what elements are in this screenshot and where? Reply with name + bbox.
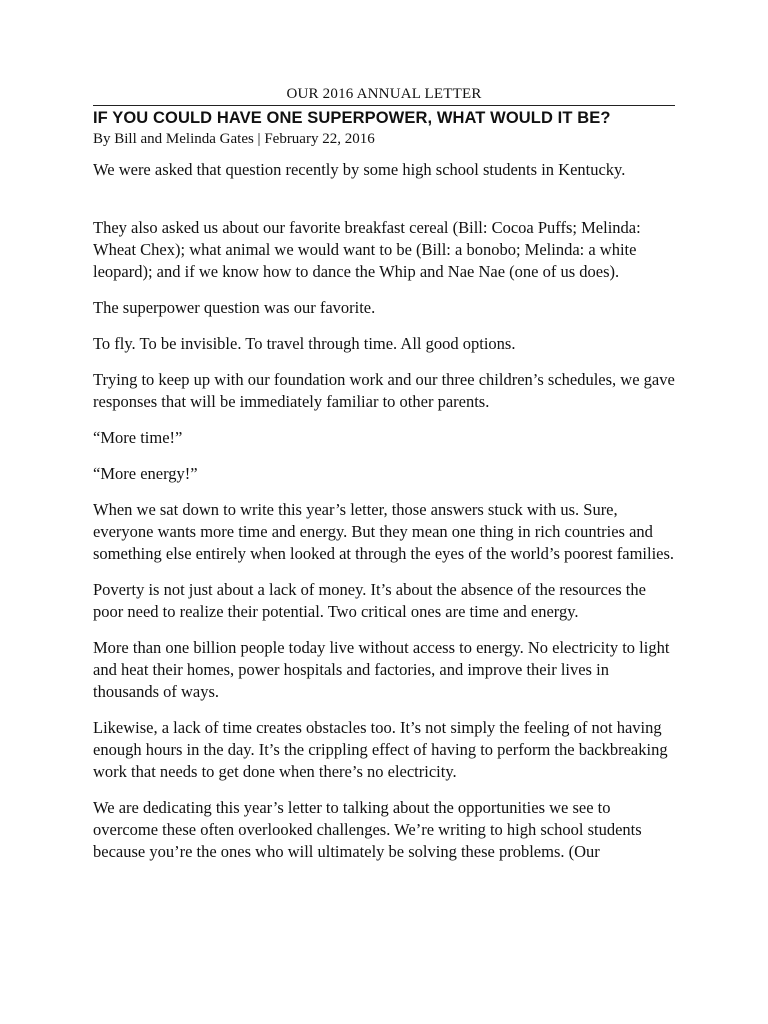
document-page bbox=[93, 84, 675, 877]
paragraph: “More energy!” bbox=[93, 464, 198, 483]
document-header: OUR 2016 ANNUAL LETTER bbox=[93, 84, 675, 106]
paragraph: To fly. To be invisible. To travel through time. All good options. bbox=[93, 334, 516, 353]
document-body bbox=[93, 159, 675, 863]
paragraph: The superpower question was our favorite. bbox=[93, 298, 376, 317]
paragraph: When we sat down to write this year’s letter, those answers stuck with us. Sure, everyone wants more time and energy. But they mean one thing in rich countries and something else entirely when looked at through the eyes of the world’s poorest families. bbox=[93, 500, 675, 563]
document-title: IF YOU COULD HAVE ONE SUPERPOWER, WHAT WOULD IT BE? bbox=[93, 109, 611, 127]
paragraph: More than one billion people today live without access to energy. No electricity to light and heat their homes, power hospitals and factories, and improve their lives in thousands of ways. bbox=[93, 638, 670, 701]
paragraph: Poverty is not just about a lack of money. It’s about the absence of the resources the poor need to realize their potential. Two critical ones are time and energy. bbox=[93, 580, 646, 621]
paragraph: “More time!” bbox=[93, 428, 183, 447]
paragraph: We are dedicating this year’s letter to talking about the opportunities we see to overcome these often overlooked challenges. We’re writing to high school students because you’re the ones who will ultimately be solving these problems. (Our bbox=[93, 798, 642, 861]
byline: By Bill and Melinda Gates | February 22, 2016 bbox=[93, 131, 375, 147]
paragraph: Trying to keep up with our foundation work and our three children’s schedules, we gave responses that will be immediately familiar to other parents. bbox=[93, 370, 675, 411]
paragraph: Likewise, a lack of time creates obstacles too. It’s not simply the feeling of not having enough hours in the day. It’s the crippling effect of having to perform the backbreaking work that needs to get done when there’s no electricity. bbox=[93, 718, 668, 781]
paragraph: They also asked us about our favorite breakfast cereal (Bill: Cocoa Puffs; Melinda: Wheat Chex); what animal we would want to be (Bill: a bonobo; Melinda: a white leopard); and if we know how to dance the Whip and Nae Nae (one of us does). bbox=[93, 218, 641, 281]
paragraph: We were asked that question recently by some high school students in Kentucky. bbox=[93, 160, 626, 179]
